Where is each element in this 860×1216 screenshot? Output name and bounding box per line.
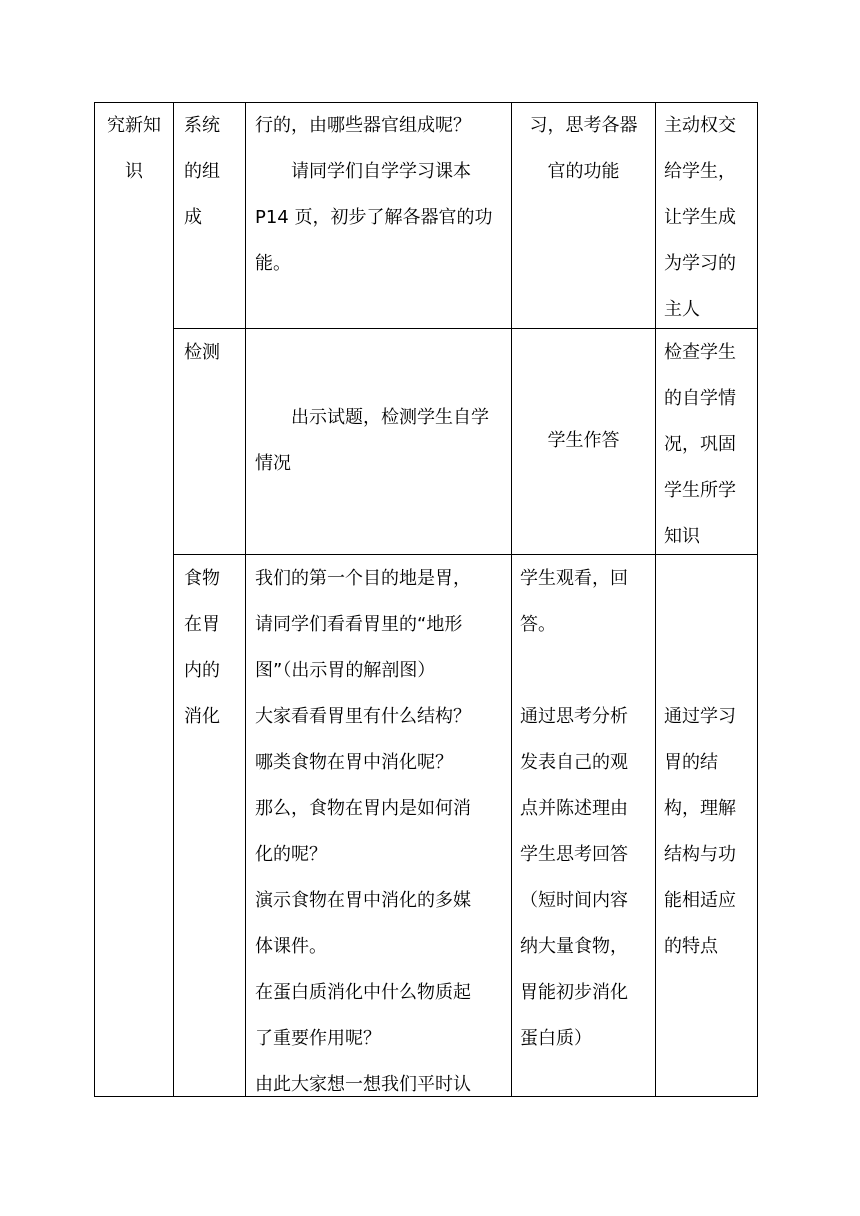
teacher-activity-cell [255, 556, 507, 1108]
step-label-line: 成 [184, 207, 202, 228]
text-line: 由此大家想一想我们平时认 [255, 1074, 471, 1095]
text-line: 习，思考各器 [529, 115, 638, 136]
text-line: 纳大量食物， [520, 936, 628, 957]
step-cell [184, 330, 244, 376]
text-line: 结构与功 [664, 844, 736, 865]
student-activity-cell [512, 418, 655, 464]
text-line: 知识 [664, 526, 700, 547]
student-activity-cell [520, 556, 652, 648]
student-activity-cell [520, 694, 652, 1062]
step-label-line: 在胃 [184, 614, 220, 635]
text-line: 图”（出示胃的解剖图） [255, 660, 436, 681]
text-line: 请同学们自学学习课本 [255, 161, 471, 182]
design-intent-cell [664, 330, 754, 560]
text-line: 行的，由哪些器官组成呢？ [255, 115, 471, 136]
text-line: 那么，食物在胃内是如何消 [255, 798, 471, 819]
student-activity-cell [512, 103, 655, 195]
step-label-line: 内的 [184, 660, 220, 681]
text-line: 哪类食物在胃中消化呢？ [255, 752, 453, 773]
text-line: （短时间内容 [520, 890, 628, 911]
text-line: 演示食物在胃中消化的多媒 [255, 890, 471, 911]
column-divider [655, 102, 656, 1097]
text-line: 出示试题，检测学生自学 [255, 407, 489, 428]
text-line: 化的呢？ [255, 844, 327, 865]
design-intent-cell [664, 694, 754, 970]
text-line: 让学生成 [664, 207, 736, 228]
text-line: 检查学生 [664, 342, 736, 363]
text-line: 通过学习 [664, 706, 736, 727]
section-label-line: 识 [125, 161, 143, 182]
text-line: 主动权交 [664, 115, 736, 136]
column-divider [173, 102, 174, 1097]
text-line: 构，理解 [664, 798, 736, 819]
section-label-line: 究新知 [107, 115, 161, 136]
step-label-line: 消化 [184, 706, 220, 727]
text-line: 在蛋白质消化中什么物质起 [255, 982, 471, 1003]
text-line: 通过思考分析 [520, 706, 628, 727]
text-line: 学生所学 [664, 480, 736, 501]
text-line: 况，巩固 [664, 434, 736, 455]
text-line: 学生作答 [547, 430, 620, 451]
step-label-line: 系统 [184, 115, 220, 136]
step-label-line: 检测 [184, 342, 220, 363]
text-line: 学生思考回答 [520, 844, 628, 865]
teacher-activity-cell [255, 103, 507, 287]
text-line: 给学生， [664, 161, 736, 182]
text-line: 发表自己的观 [520, 752, 628, 773]
step-label-line: 的组 [184, 161, 220, 182]
text-line: 情况 [255, 453, 291, 474]
text-line: 为学习的 [664, 253, 736, 274]
text-line: 了重要作用呢？ [255, 1028, 381, 1049]
text-line: 学生观看，回 [520, 568, 628, 589]
text-line: 主人 [664, 299, 700, 320]
column-divider [245, 102, 246, 1097]
text-line: 请同学们看看胃里的“地形 [255, 614, 463, 635]
column-divider [511, 102, 512, 1097]
text-line: 能相适应 [664, 890, 736, 911]
text-line: 的特点 [664, 936, 718, 957]
teacher-activity-cell [255, 395, 507, 487]
text-line: 大家看看胃里有什么结构？ [255, 706, 471, 727]
text-line: 官的功能 [547, 161, 620, 182]
text-line: 答。 [520, 614, 556, 635]
text-line: P14 页，初步了解各器官的功 [255, 207, 493, 228]
section-cell [95, 103, 173, 195]
text-line: 蛋白质） [520, 1028, 592, 1049]
text-line: 我们的第一个目的地是胃， [255, 568, 471, 589]
text-line: 点并陈述理由 [520, 798, 628, 819]
text-line: 胃的结 [664, 752, 718, 773]
design-intent-cell [664, 103, 754, 333]
text-line: 的自学情 [664, 388, 736, 409]
text-line: 体课件。 [255, 936, 327, 957]
step-cell [184, 103, 238, 241]
text-line: 能。 [255, 253, 291, 274]
text-line: 胃能初步消化 [520, 982, 628, 1003]
step-cell [184, 556, 238, 740]
step-label-line: 食物 [184, 568, 220, 589]
